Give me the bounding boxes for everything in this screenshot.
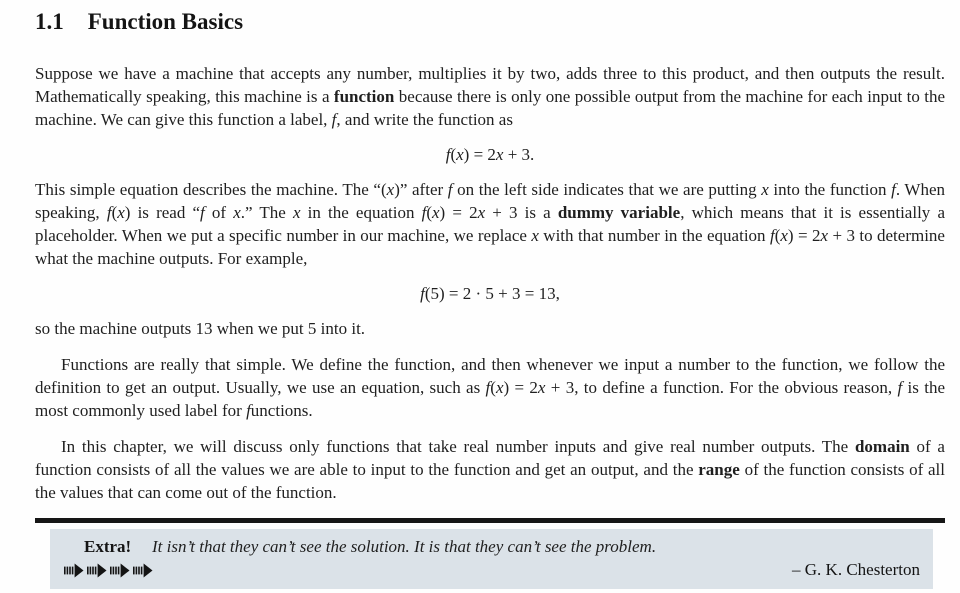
extra-box-left-column xyxy=(64,536,152,581)
equation-fx-definition: f(x) = 2x + 3. xyxy=(445,145,535,164)
striped-arrows-icon xyxy=(64,563,156,578)
extra-box-main-column xyxy=(152,536,920,581)
quote-text: It isn’t that they can’t see the solution. It is that they can’t see the problem. xyxy=(152,537,657,556)
paragraph-dummy-variable: This simple equation describes the machine. The “(x)” after f on the left side indicates that we are putting x into the function f. When speaking, f(x) is read “f of x.” The x in the equation f(x) = 2x + 3 is a dummy variable, which means that it is essentially a placeholder. When we put a specific number in our machine, we replace x with that number in the equation f(x) = 2x + 3 to determine what the machine outputs. For example, xyxy=(35,180,945,268)
section-divider-rule xyxy=(35,518,945,523)
section-number: 1.1 xyxy=(35,9,64,34)
quote-attribution: – G. K. Chesterton xyxy=(792,560,920,579)
extra-label: Extra! xyxy=(84,537,132,556)
paragraph-machine-intro: Suppose we have a machine that accepts any number, multiplies it by two, adds three to this product, and then outputs the result. Mathematically speaking, this machine is a function because there is only one possible output from the machine for each input to the machine. We can give this function a label, f, and write the function as xyxy=(35,64,946,129)
extra-quote-box xyxy=(50,529,933,589)
paragraph-functions-simple: Functions are really that simple. We define the function, and then whenever we input a number to the function, we follow the definition to get an output. Usually, we use an equation, such as f(x) = 2x + 3, to define a function. For the obvious reason, f is the most commonly used label for functions. xyxy=(35,355,945,420)
paragraph-domain-range: In this chapter, we will discuss only functions that take real number inputs and give real number outputs. The domain of a function consists of all the values we are able to input to the function and get an output, and the range of the function consists of all the values that can come out of the function. xyxy=(35,437,945,502)
equation-f5-example: f(5) = 2 · 5 + 3 = 13, xyxy=(420,284,560,303)
section-heading xyxy=(35,9,945,34)
paragraph-output-continuation: so the machine outputs 13 when we put 5 into it. xyxy=(35,319,366,338)
section-title: Function Basics xyxy=(87,9,244,34)
